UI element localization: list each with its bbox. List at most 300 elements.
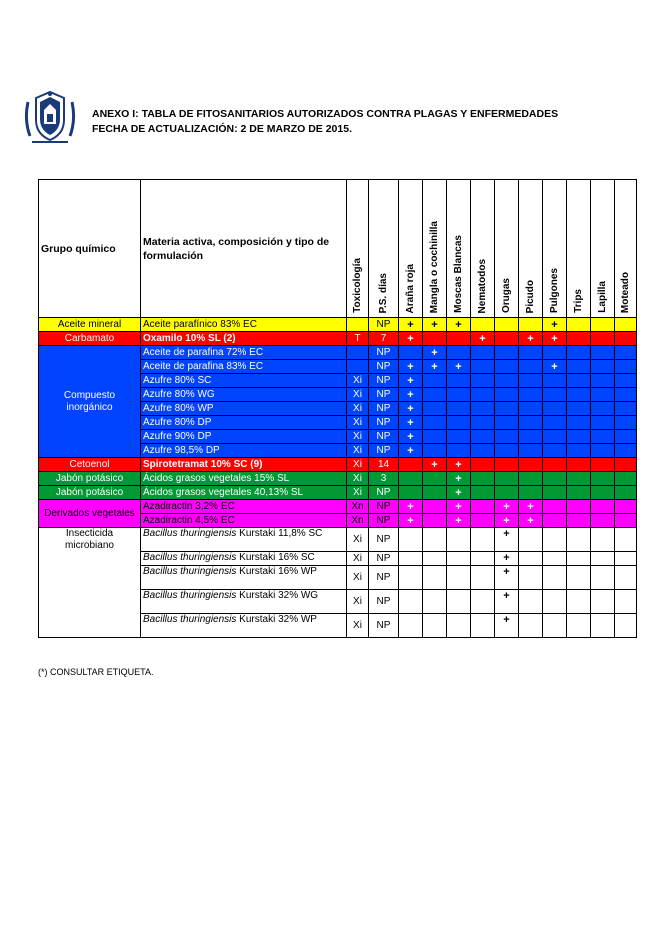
mark-cell-mangla: +	[423, 346, 447, 360]
materia-activa-cell	[141, 318, 347, 332]
col-header-moscas-blancas: Moscas Blancas	[447, 180, 471, 318]
cabildo-logo	[22, 90, 78, 148]
materia-activa-cell	[141, 486, 347, 500]
mark-cell-pulgones: +	[543, 332, 567, 346]
mark-cell-moteado	[615, 514, 637, 528]
group-cell-derivados: Derivados vegetales	[39, 500, 141, 528]
mark-cell-trips	[567, 528, 591, 552]
col-header-ps-dias: P.S. días	[369, 180, 399, 318]
mark-cell-trips	[567, 552, 591, 566]
ps-dias-cell: NP	[369, 360, 399, 374]
mark-cell-lapilla	[591, 472, 615, 486]
col-header-toxicologia: Toxicología	[347, 180, 369, 318]
mark-cell-moteado	[615, 444, 637, 458]
ps-dias-cell: NP	[369, 444, 399, 458]
materia-activa-cell	[141, 458, 347, 472]
mark-cell-arana: +	[399, 360, 423, 374]
mark-cell-mangla	[423, 374, 447, 388]
title-line-2: FECHA DE ACTUALIZACIÓN: 2 DE MARZO DE 2015.	[92, 123, 352, 135]
mark-cell-lapilla	[591, 402, 615, 416]
mark-cell-pulgones	[543, 374, 567, 388]
materia-activa-cell	[141, 500, 347, 514]
mark-cell-moteado	[615, 458, 637, 472]
mark-cell-picudo	[519, 374, 543, 388]
ps-dias-cell: NP	[369, 590, 399, 614]
mark-cell-mangla	[423, 552, 447, 566]
mark-cell-nematodos	[471, 374, 495, 388]
mark-cell-arana	[399, 458, 423, 472]
mark-cell-arana	[399, 472, 423, 486]
materia-activa-cell	[141, 430, 347, 444]
materia-text: Azufre 90% DP	[143, 430, 212, 442]
toxicologia-cell: Xi	[347, 388, 369, 402]
mark-cell-orugas	[495, 430, 519, 444]
mark-cell-moscas	[447, 552, 471, 566]
mark-cell-picudo	[519, 444, 543, 458]
materia-activa-cell	[141, 552, 347, 566]
materia-text: Aceite de parafina 83% EC	[143, 360, 264, 372]
materia-activa-cell	[141, 614, 347, 638]
mark-cell-nematodos	[471, 346, 495, 360]
mark-cell-moteado	[615, 332, 637, 346]
toxicologia-cell: Xi	[347, 444, 369, 458]
mark-cell-lapilla	[591, 458, 615, 472]
mark-cell-trips	[567, 374, 591, 388]
materia-activa-cell	[141, 528, 347, 552]
mark-cell-trips	[567, 486, 591, 500]
mark-cell-arana	[399, 552, 423, 566]
mark-cell-mangla	[423, 416, 447, 430]
footnote: (*) CONSULTAR ETIQUETA.	[38, 667, 154, 677]
mark-cell-moteado	[615, 472, 637, 486]
table-row	[39, 346, 637, 360]
mark-cell-picudo	[519, 486, 543, 500]
ps-dias-cell: NP	[369, 318, 399, 332]
mark-cell-mangla	[423, 614, 447, 638]
mark-cell-moteado	[615, 500, 637, 514]
mark-cell-orugas	[495, 374, 519, 388]
mark-cell-picudo	[519, 402, 543, 416]
mark-cell-moscas	[447, 416, 471, 430]
mark-cell-lapilla	[591, 346, 615, 360]
mark-cell-pulgones	[543, 486, 567, 500]
materia-activa-cell	[141, 472, 347, 486]
mark-cell-moscas	[447, 402, 471, 416]
mark-cell-nematodos	[471, 614, 495, 638]
mark-cell-mangla	[423, 590, 447, 614]
mark-cell-moteado	[615, 566, 637, 590]
mark-cell-moscas	[447, 566, 471, 590]
mark-cell-picudo	[519, 318, 543, 332]
mark-cell-orugas: +	[495, 514, 519, 528]
mark-cell-pulgones	[543, 590, 567, 614]
mark-cell-moteado	[615, 614, 637, 638]
materia-text: Azufre 80% WP	[143, 402, 214, 414]
toxicologia-cell: Xi	[347, 458, 369, 472]
ps-dias-cell: NP	[369, 402, 399, 416]
mark-cell-mangla	[423, 486, 447, 500]
ps-dias-cell: 7	[369, 332, 399, 346]
mark-cell-pulgones	[543, 514, 567, 528]
mark-cell-orugas	[495, 360, 519, 374]
document-title	[92, 107, 558, 137]
mark-cell-trips	[567, 318, 591, 332]
materia-text: Azadiractin 3,2% EC	[143, 500, 235, 512]
col-header-grupo: Grupo químico	[39, 180, 141, 318]
mark-cell-arana: +	[399, 444, 423, 458]
mark-cell-mangla: +	[423, 458, 447, 472]
ps-dias-cell: NP	[369, 514, 399, 528]
mark-cell-moscas	[447, 430, 471, 444]
mark-cell-pulgones	[543, 346, 567, 360]
mark-cell-picudo	[519, 566, 543, 590]
group-cell-jabon1: Jabón potásico	[39, 472, 141, 486]
materia-text: Ácidos grasos vegetales 15% SL	[143, 472, 290, 484]
col-header-orugas: Orugas	[495, 180, 519, 318]
cabildo-tenerife-seal-icon	[22, 90, 78, 148]
materia-activa-cell	[141, 374, 347, 388]
mark-cell-lapilla	[591, 566, 615, 590]
materia-activa-cell	[141, 444, 347, 458]
ps-dias-cell: NP	[369, 500, 399, 514]
ps-dias-cell: NP	[369, 374, 399, 388]
mark-cell-moscas: +	[447, 514, 471, 528]
mark-cell-picudo	[519, 528, 543, 552]
mark-cell-moteado	[615, 590, 637, 614]
ps-dias-cell: NP	[369, 388, 399, 402]
mark-cell-trips	[567, 566, 591, 590]
materia-activa-cell	[141, 514, 347, 528]
mark-cell-moscas: +	[447, 318, 471, 332]
mark-cell-picudo: +	[519, 332, 543, 346]
ps-dias-cell: NP	[369, 614, 399, 638]
mark-cell-nematodos	[471, 514, 495, 528]
mark-cell-mangla	[423, 444, 447, 458]
mark-cell-orugas: +	[495, 552, 519, 566]
mark-cell-pulgones	[543, 528, 567, 552]
mark-cell-pulgones	[543, 472, 567, 486]
toxicologia-cell: Xi	[347, 472, 369, 486]
mark-cell-pulgones	[543, 614, 567, 638]
mark-cell-trips	[567, 402, 591, 416]
mark-cell-moscas	[447, 346, 471, 360]
materia-text: Azufre 80% DP	[143, 416, 212, 428]
ps-dias-cell: NP	[369, 346, 399, 360]
table-body	[39, 318, 637, 638]
materia-text: Aceite de parafina 72% EC	[143, 346, 264, 358]
mark-cell-trips	[567, 332, 591, 346]
mark-cell-arana: +	[399, 416, 423, 430]
mark-cell-picudo	[519, 388, 543, 402]
mark-cell-orugas	[495, 472, 519, 486]
mark-cell-orugas	[495, 486, 519, 500]
materia-activa-cell	[141, 566, 347, 590]
toxicologia-cell: Xi	[347, 528, 369, 552]
mark-cell-arana	[399, 346, 423, 360]
mark-cell-arana: +	[399, 514, 423, 528]
mark-cell-moteado	[615, 318, 637, 332]
mark-cell-nematodos: +	[471, 332, 495, 346]
mark-cell-moscas	[447, 374, 471, 388]
mark-cell-nematodos	[471, 430, 495, 444]
mark-cell-trips	[567, 388, 591, 402]
mark-cell-arana: +	[399, 430, 423, 444]
mark-cell-nematodos	[471, 458, 495, 472]
mark-cell-picudo	[519, 360, 543, 374]
mark-cell-arana	[399, 566, 423, 590]
col-header-nematodos: Nematodos	[471, 180, 495, 318]
mark-cell-nematodos	[471, 528, 495, 552]
mark-cell-lapilla	[591, 500, 615, 514]
toxicologia-cell	[347, 346, 369, 360]
materia-text: Azadiractin 4,5% EC	[143, 514, 235, 526]
group-cell-compuesto: Compuesto inorgánico	[39, 346, 141, 458]
mark-cell-lapilla	[591, 514, 615, 528]
col-header-arana-roja: Araña roja	[399, 180, 423, 318]
table-row	[39, 318, 637, 332]
mark-cell-orugas	[495, 332, 519, 346]
ps-dias-cell: 3	[369, 472, 399, 486]
mark-cell-nematodos	[471, 318, 495, 332]
mark-cell-moteado	[615, 552, 637, 566]
toxicologia-cell: Xi	[347, 552, 369, 566]
table-row	[39, 472, 637, 486]
mark-cell-arana: +	[399, 500, 423, 514]
toxicologia-cell	[347, 360, 369, 374]
mark-cell-picudo	[519, 614, 543, 638]
mark-cell-picudo: +	[519, 500, 543, 514]
materia-text: Azufre 80% SC	[143, 374, 212, 386]
mark-cell-lapilla	[591, 388, 615, 402]
mark-cell-trips	[567, 514, 591, 528]
mark-cell-moscas: +	[447, 486, 471, 500]
materia-text: Kurstaki 16% WP	[236, 566, 317, 577]
mark-cell-trips	[567, 458, 591, 472]
mark-cell-pulgones	[543, 458, 567, 472]
mark-cell-pulgones: +	[543, 318, 567, 332]
toxicologia-cell: Xi	[347, 430, 369, 444]
mark-cell-lapilla	[591, 430, 615, 444]
ps-dias-cell: NP	[369, 552, 399, 566]
mark-cell-picudo	[519, 552, 543, 566]
materia-activa-cell	[141, 402, 347, 416]
mark-cell-trips	[567, 500, 591, 514]
mark-cell-trips	[567, 472, 591, 486]
mark-cell-moteado	[615, 402, 637, 416]
mark-cell-lapilla	[591, 486, 615, 500]
toxicologia-cell: Xn	[347, 500, 369, 514]
mark-cell-arana	[399, 614, 423, 638]
col-header-lapilla: Lapilla	[591, 180, 615, 318]
group-cell-aceite: Aceite mineral	[39, 318, 141, 332]
materia-activa-cell	[141, 590, 347, 614]
mark-cell-lapilla	[591, 360, 615, 374]
mark-cell-orugas	[495, 402, 519, 416]
materia-text: Kurstaki 32% WG	[236, 590, 319, 601]
mark-cell-trips	[567, 614, 591, 638]
col-header-trips: Trips	[567, 180, 591, 318]
table-row	[39, 528, 637, 552]
col-header-picudo: Picudo	[519, 180, 543, 318]
mark-cell-lapilla	[591, 528, 615, 552]
materia-activa-cell	[141, 360, 347, 374]
mark-cell-pulgones	[543, 402, 567, 416]
toxicologia-cell: Xn	[347, 514, 369, 528]
mark-cell-lapilla	[591, 318, 615, 332]
mark-cell-orugas	[495, 458, 519, 472]
mark-cell-nematodos	[471, 500, 495, 514]
toxicologia-cell: Xi	[347, 590, 369, 614]
ps-dias-cell: NP	[369, 416, 399, 430]
mark-cell-moteado	[615, 346, 637, 360]
mark-cell-moteado	[615, 528, 637, 552]
mark-cell-arana	[399, 486, 423, 500]
mark-cell-mangla	[423, 566, 447, 590]
mark-cell-mangla	[423, 430, 447, 444]
mark-cell-arana: +	[399, 402, 423, 416]
mark-cell-pulgones	[543, 500, 567, 514]
materia-activa-cell	[141, 388, 347, 402]
mark-cell-picudo	[519, 416, 543, 430]
mark-cell-moteado	[615, 486, 637, 500]
ps-dias-cell: NP	[369, 566, 399, 590]
mark-cell-pulgones	[543, 444, 567, 458]
mark-cell-arana	[399, 528, 423, 552]
mark-cell-trips	[567, 590, 591, 614]
mark-cell-arana: +	[399, 374, 423, 388]
mark-cell-mangla	[423, 472, 447, 486]
mark-cell-lapilla	[591, 374, 615, 388]
table-header-row	[39, 180, 637, 318]
mark-cell-arana: +	[399, 318, 423, 332]
mark-cell-trips	[567, 346, 591, 360]
mark-cell-pulgones	[543, 566, 567, 590]
mark-cell-moscas	[447, 332, 471, 346]
materia-text: Kurstaki 16% SC	[236, 552, 315, 563]
mark-cell-nematodos	[471, 590, 495, 614]
materia-text: Aceite parafínico 83% EC	[143, 318, 257, 330]
mark-cell-mangla	[423, 332, 447, 346]
mark-cell-nematodos	[471, 360, 495, 374]
mark-cell-moscas: +	[447, 472, 471, 486]
mark-cell-picudo	[519, 430, 543, 444]
mark-cell-nematodos	[471, 472, 495, 486]
materia-species: Bacillus thuringiensis	[143, 590, 237, 601]
mark-cell-trips	[567, 444, 591, 458]
mark-cell-orugas	[495, 416, 519, 430]
materia-text: Spirotetramat 10% SC (9)	[143, 458, 263, 470]
mark-cell-lapilla	[591, 332, 615, 346]
mark-cell-pulgones	[543, 416, 567, 430]
mark-cell-trips	[567, 416, 591, 430]
ps-dias-cell: NP	[369, 486, 399, 500]
mark-cell-orugas: +	[495, 566, 519, 590]
mark-cell-nematodos	[471, 416, 495, 430]
mark-cell-orugas	[495, 388, 519, 402]
group-cell-carbamato: Carbamato	[39, 332, 141, 346]
mark-cell-nematodos	[471, 566, 495, 590]
mark-cell-moscas	[447, 444, 471, 458]
mark-cell-pulgones	[543, 552, 567, 566]
mark-cell-moteado	[615, 388, 637, 402]
materia-activa-cell	[141, 416, 347, 430]
col-header-materia: Materia activa, composición y tipo de formulación	[141, 180, 347, 318]
mark-cell-trips	[567, 430, 591, 444]
mark-cell-mangla: +	[423, 318, 447, 332]
mark-cell-nematodos	[471, 388, 495, 402]
mark-cell-pulgones	[543, 430, 567, 444]
materia-text: Ácidos grasos vegetales 40,13% SL	[143, 486, 304, 498]
toxicologia-cell: Xi	[347, 566, 369, 590]
materia-text: Kurstaki 11,8% SC	[236, 528, 323, 539]
ps-dias-cell: 14	[369, 458, 399, 472]
title-line-1: ANEXO I: TABLA DE FITOSANITARIOS AUTORIZADOS CONTRA PLAGAS Y ENFERMEDADES	[92, 108, 559, 120]
mark-cell-mangla	[423, 500, 447, 514]
mark-cell-moscas	[447, 388, 471, 402]
mark-cell-lapilla	[591, 552, 615, 566]
mark-cell-lapilla	[591, 416, 615, 430]
mark-cell-mangla: +	[423, 360, 447, 374]
mark-cell-arana	[399, 590, 423, 614]
mark-cell-moscas	[447, 590, 471, 614]
fitosanitarios-table	[38, 179, 637, 638]
mark-cell-nematodos	[471, 402, 495, 416]
ps-dias-cell: NP	[369, 430, 399, 444]
mark-cell-pulgones	[543, 388, 567, 402]
materia-species: Bacillus thuringiensis	[143, 552, 237, 563]
table-row	[39, 458, 637, 472]
mark-cell-arana: +	[399, 332, 423, 346]
col-header-moteado: Moteado	[615, 180, 637, 318]
materia-text: Azufre 80% WG	[143, 388, 215, 400]
mark-cell-nematodos	[471, 552, 495, 566]
mark-cell-orugas: +	[495, 528, 519, 552]
mark-cell-orugas	[495, 318, 519, 332]
materia-species: Bacillus thuringiensis	[143, 566, 237, 577]
table-row	[39, 486, 637, 500]
materia-species: Bacillus thuringiensis	[143, 614, 237, 625]
materia-text: Oxamilo 10% SL (2)	[143, 332, 236, 344]
mark-cell-orugas: +	[495, 614, 519, 638]
materia-text: Kurstaki 32% WP	[236, 614, 317, 625]
toxicologia-cell: Xi	[347, 486, 369, 500]
mark-cell-arana: +	[399, 388, 423, 402]
mark-cell-picudo	[519, 346, 543, 360]
table-row	[39, 500, 637, 514]
mark-cell-orugas	[495, 444, 519, 458]
materia-activa-cell	[141, 346, 347, 360]
mark-cell-trips	[567, 360, 591, 374]
mark-cell-lapilla	[591, 444, 615, 458]
mark-cell-moscas: +	[447, 360, 471, 374]
group-cell-cetoenol: Cetoenol	[39, 458, 141, 472]
mark-cell-moscas	[447, 614, 471, 638]
mark-cell-picudo	[519, 458, 543, 472]
mark-cell-mangla	[423, 528, 447, 552]
ps-dias-cell: NP	[369, 528, 399, 552]
mark-cell-lapilla	[591, 614, 615, 638]
mark-cell-picudo	[519, 590, 543, 614]
mark-cell-moteado	[615, 374, 637, 388]
mark-cell-moteado	[615, 430, 637, 444]
mark-cell-orugas: +	[495, 590, 519, 614]
mark-cell-nematodos	[471, 486, 495, 500]
mark-cell-pulgones: +	[543, 360, 567, 374]
group-cell-jabon2: Jabón potásico	[39, 486, 141, 500]
mark-cell-moscas	[447, 528, 471, 552]
materia-species: Bacillus thuringiensis	[143, 528, 237, 539]
mark-cell-picudo	[519, 472, 543, 486]
